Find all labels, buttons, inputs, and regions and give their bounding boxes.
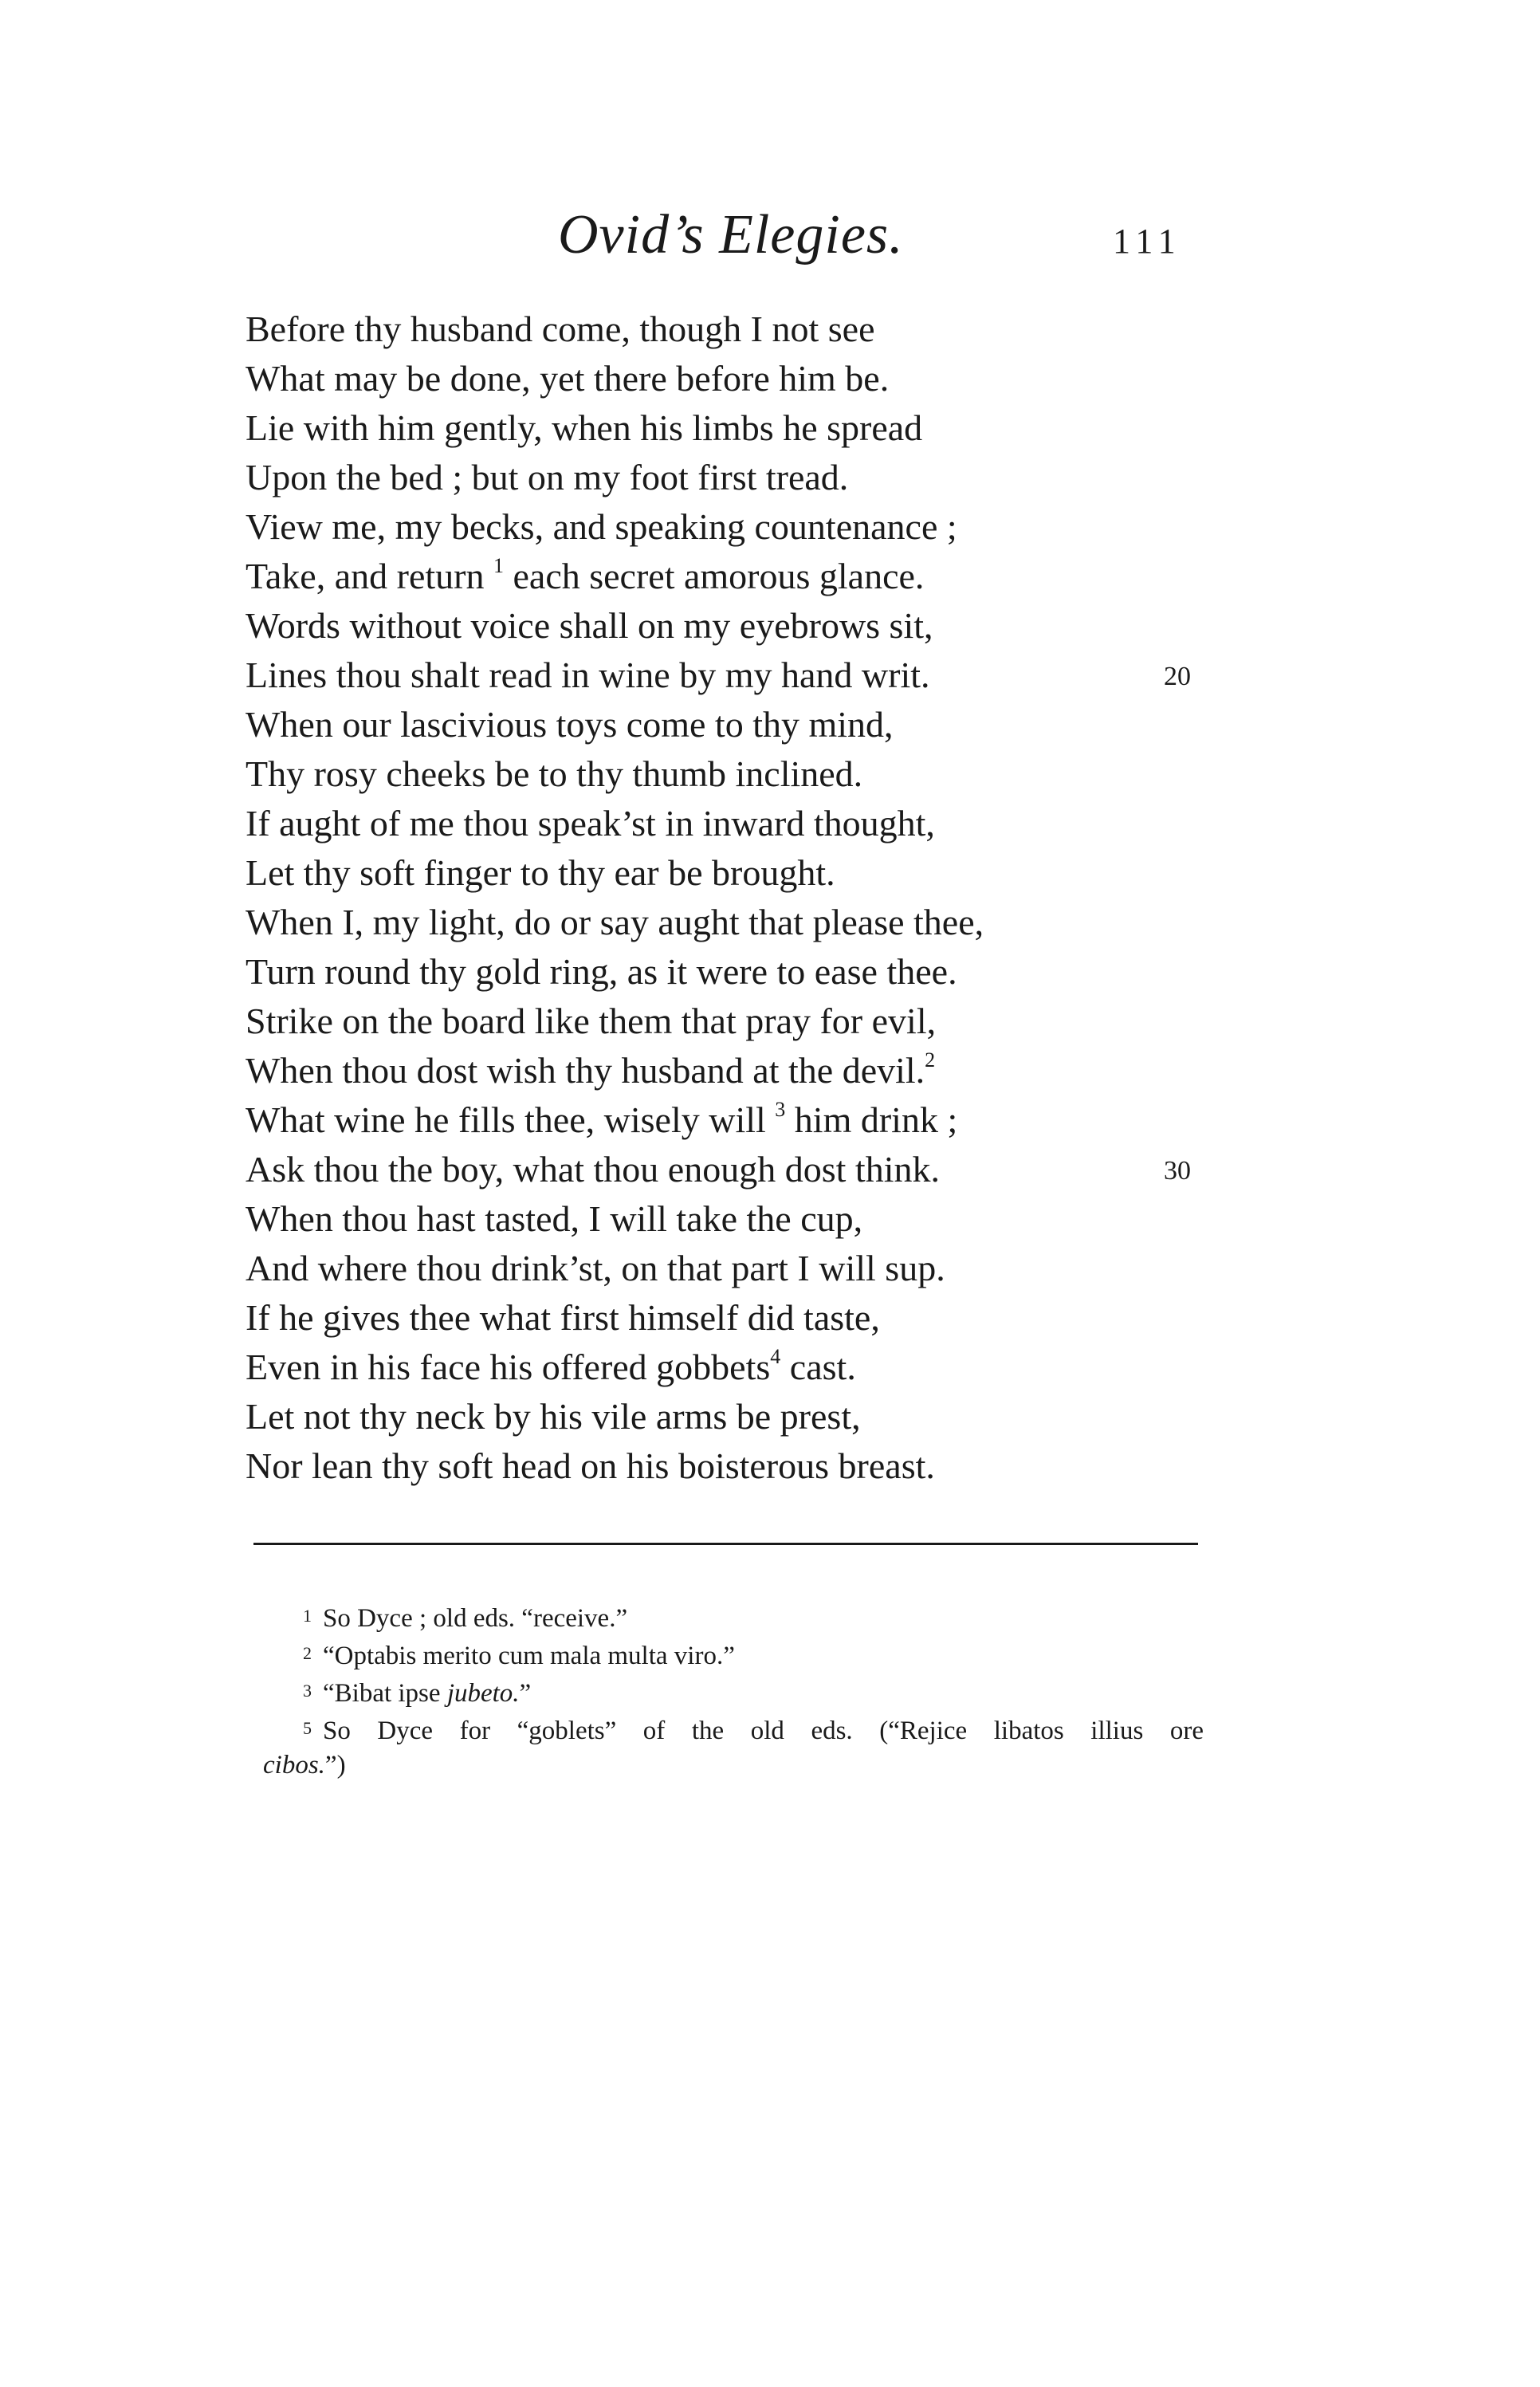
verse-line <box>246 1194 1202 1244</box>
verse-line <box>246 305 1202 354</box>
verse-line <box>246 502 1202 552</box>
verse-line <box>246 651 1202 700</box>
verse-text: Words without voice shall on my eyebrows sit, <box>246 605 933 646</box>
page-number: 111 <box>1113 222 1182 261</box>
verse-text: If he gives thee what first himself did taste, <box>246 1297 880 1338</box>
verse-text: View me, my becks, and speaking countenance ; <box>246 506 957 547</box>
verse-line <box>246 1095 1202 1145</box>
verse-text: Ask thou the boy, what thou enough dost think. <box>246 1149 940 1190</box>
verse-text: And where thou drink’st, on that part I will sup. <box>246 1248 945 1288</box>
verse-text: Let not thy neck by his vile arms be prest, <box>246 1396 861 1437</box>
footnote-marker: 5 <box>303 1718 312 1738</box>
footnote <box>263 1711 1204 1783</box>
verse-line <box>246 799 1202 848</box>
verse-line <box>246 552 1202 601</box>
verse-text: each secret amorous glance. <box>503 556 925 596</box>
verse-line <box>246 997 1202 1046</box>
verse-text: Strike on the board like them that pray for evil, <box>246 1001 937 1041</box>
verse-line <box>246 1441 1202 1491</box>
footnote-reference: 3 <box>775 1098 786 1121</box>
verse-text: What wine he fills thee, wisely will <box>246 1099 776 1140</box>
footnote-text: “Optabis merito cum mala multa viro.” <box>323 1642 735 1670</box>
footnote-marker: 2 <box>303 1643 312 1663</box>
verse-text: Even in his face his offered gobbets <box>246 1347 771 1387</box>
footnote-text-italic: jubeto. <box>446 1679 520 1708</box>
footnote-reference: 4 <box>770 1345 781 1368</box>
verse-text: What may be done, yet there before him be. <box>246 358 890 399</box>
footnote-line <box>263 1711 1204 1748</box>
poem-text <box>246 305 1202 1491</box>
footnote-marker: 1 <box>303 1606 312 1626</box>
verse-text: Thy rosy cheeks be to thy thumb inclined. <box>246 753 863 794</box>
footnote-divider <box>253 1543 1198 1545</box>
verse-line <box>246 1046 1202 1095</box>
footnote-text: ”) <box>324 1751 346 1779</box>
verse-text: If aught of me thou speak’st in inward thought, <box>246 803 935 844</box>
verse-text: Lie with him gently, when his limbs he spread <box>246 407 923 448</box>
running-head-title: Ovid’s Elegies. <box>558 204 904 265</box>
verse-text: Upon the bed ; but on my foot first tread. <box>246 457 849 497</box>
verse-line <box>246 403 1202 453</box>
verse-line <box>246 947 1202 997</box>
footnote <box>263 1636 1204 1673</box>
verse-text: When I, my light, do or say aught that please thee, <box>246 902 984 942</box>
footnote-text-italic: cibos. <box>263 1751 325 1779</box>
verse-line <box>246 700 1202 749</box>
footnote-marker: 3 <box>303 1681 312 1701</box>
verse-line <box>246 1145 1202 1194</box>
verse-line <box>246 601 1202 651</box>
verse-line <box>246 1244 1202 1293</box>
footnote-text: ” <box>519 1679 532 1708</box>
footnote-text: So Dyce ; old eds. “receive.” <box>323 1604 628 1633</box>
verse-text: Let thy soft finger to thy ear be brought. <box>246 852 835 893</box>
verse-text: When thou hast tasted, I will take the cup, <box>246 1198 863 1239</box>
verse-line <box>246 1343 1202 1392</box>
verse-line <box>246 749 1202 799</box>
line-number: 20 <box>1164 662 1191 691</box>
verse-line <box>246 1293 1202 1343</box>
footnote-line <box>263 1751 346 1779</box>
verse-text: cast. <box>780 1347 856 1387</box>
footnotes <box>263 1599 1204 1783</box>
footnote-text: So Dyce for “goblets” of the old eds. (“Rejice libatos illius ore <box>323 1717 1204 1745</box>
verse-text: him drink ; <box>785 1099 958 1140</box>
footnote-reference: 2 <box>925 1048 936 1072</box>
verse-text: Turn round thy gold ring, as it were to ease thee. <box>246 951 957 992</box>
footnote <box>263 1673 1204 1711</box>
line-number: 30 <box>1164 1156 1191 1186</box>
verse-line <box>246 898 1202 947</box>
verse-line <box>246 848 1202 898</box>
verse-text: Take, and return <box>246 556 493 596</box>
verse-text: Nor lean thy soft head on his boisterous breast. <box>246 1445 935 1486</box>
verse-text: Lines thou shalt read in wine by my hand writ. <box>246 655 930 695</box>
verse-text: Before thy husband come, though I not see <box>246 309 875 349</box>
footnote-text: “Bibat ipse <box>323 1679 447 1708</box>
verse-text: When thou dost wish thy husband at the devil. <box>246 1050 925 1091</box>
footnote-reference: 1 <box>493 554 504 577</box>
verse-line <box>246 1392 1202 1441</box>
verse-line <box>246 354 1202 403</box>
running-head <box>0 199 1540 271</box>
verse-text: When our lascivious toys come to thy mind, <box>246 704 894 745</box>
footnote <box>263 1599 1204 1636</box>
verse-line <box>246 453 1202 502</box>
